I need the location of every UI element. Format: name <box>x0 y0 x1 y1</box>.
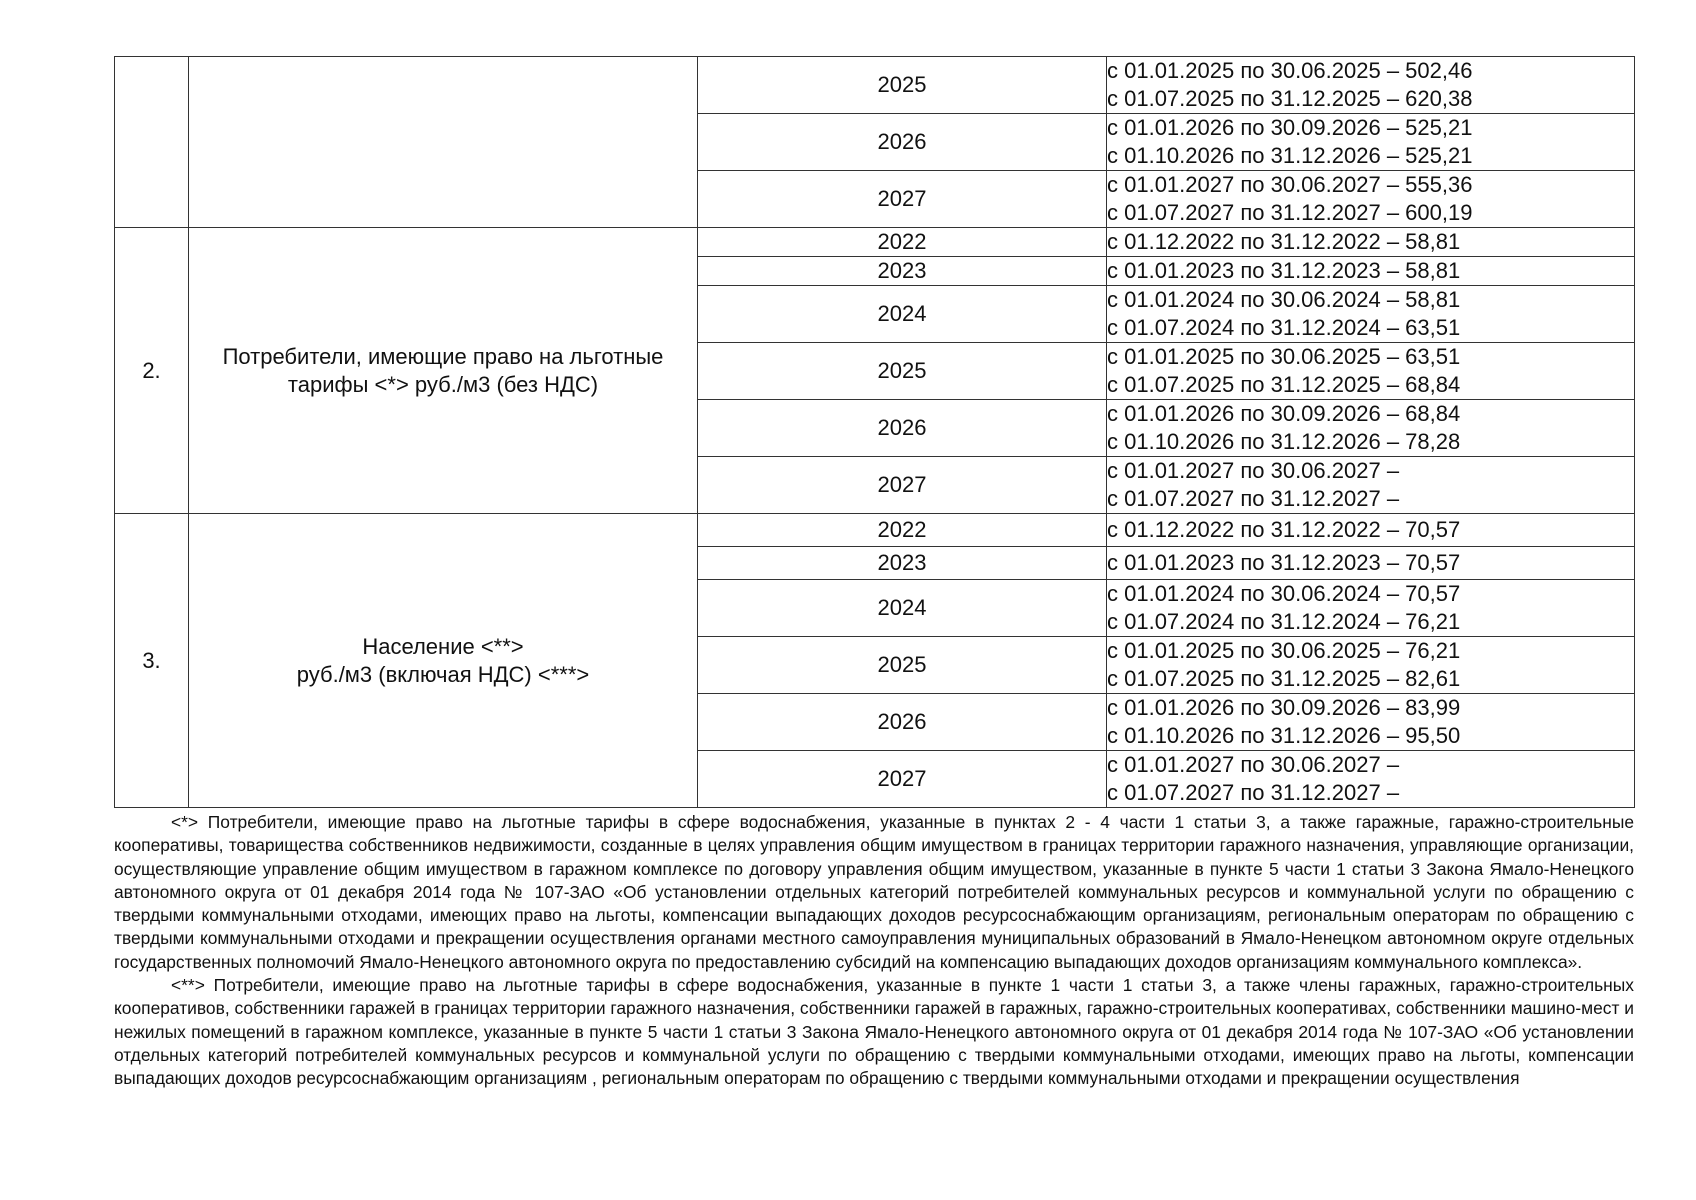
year-cell: 2023 <box>698 547 1107 580</box>
period-cell <box>1107 171 1635 228</box>
category-line: Население <**> <box>362 633 524 659</box>
period-cell <box>1107 514 1635 547</box>
year-cell: 2024 <box>698 580 1107 637</box>
year-cell: 2025 <box>698 637 1107 694</box>
period-line: с 01.01.2027 по 30.06.2027 – <box>1107 458 1400 483</box>
period-line: с 01.07.2024 по 31.12.2024 – 63,51 <box>1107 315 1461 340</box>
year-cell: 2027 <box>698 457 1107 514</box>
row-number-cell <box>115 57 189 228</box>
year-cell: 2026 <box>698 400 1107 457</box>
year-cell: 2025 <box>698 57 1107 114</box>
period-line: с 01.07.2027 по 31.12.2027 – <box>1107 486 1400 511</box>
period-line: с 01.10.2026 по 31.12.2026 – 95,50 <box>1107 723 1461 748</box>
period-line: с 01.10.2026 по 31.12.2026 – 78,28 <box>1107 429 1461 454</box>
category-cell: Потребители, имеющие право на льготные тарифы <*> руб./м3 (без НДС) <box>189 228 698 514</box>
category-line: руб./м3 (включая НДС) <***> <box>296 661 590 687</box>
period-line: с 01.01.2026 по 30.09.2026 – 525,21 <box>1107 115 1473 140</box>
period-line: с 01.01.2023 по 31.12.2023 – 58,81 <box>1107 258 1461 283</box>
period-line: с 01.12.2022 по 31.12.2022 – 58,81 <box>1107 229 1461 254</box>
table-row <box>115 57 1635 114</box>
year-cell: 2022 <box>698 514 1107 547</box>
period-line: с 01.07.2025 по 31.12.2025 – 68,84 <box>1107 372 1461 397</box>
period-cell <box>1107 751 1635 808</box>
year-cell: 2026 <box>698 114 1107 171</box>
period-cell <box>1107 114 1635 171</box>
footnote-2: <**> Потребители, имеющие право на льготные тарифы в сфере водоснабжения, указанные в пункте 1 части 1 статьи 3, а также члены гаражных, гаражно-строительных кооперативов, собственники гаражей в границах территории гаражного назначения, собственники гаражей в гаражных, гаражно-строительных кооперативах, собственники машино-мест и нежилых помещений в гаражном комплексе, указанные в пункте 5 части 1 статьи 3 Закона Ямало-Ненецкого автономного округа от 01 декабря 2014 года № 107-ЗАО «Об установлении отдельных категорий потребителей коммунальных ресурсов и коммунальной услуги по обращению с твердыми коммунальными отходами, имеющих право на льготы, компенсации выпадающих доходов ресурсоснабжающим организациям , региональным операторам по обращению с твердыми коммунальными отходами и прекращении осуществления <box>114 975 1634 1089</box>
period-cell <box>1107 694 1635 751</box>
period-line: с 01.07.2024 по 31.12.2024 – 76,21 <box>1107 609 1461 634</box>
period-line: с 01.07.2025 по 31.12.2025 – 620,38 <box>1107 86 1473 111</box>
table-row <box>115 228 1635 257</box>
period-line: с 01.07.2027 по 31.12.2027 – 600,19 <box>1107 200 1473 225</box>
period-line: с 01.12.2022 по 31.12.2022 – 70,57 <box>1107 517 1461 542</box>
category-cell <box>189 514 698 808</box>
table-row <box>115 514 1635 547</box>
period-cell <box>1107 637 1635 694</box>
period-line: с 01.07.2025 по 31.12.2025 – 82,61 <box>1107 666 1461 691</box>
period-line: с 01.01.2027 по 30.06.2027 – 555,36 <box>1107 172 1473 197</box>
period-line: с 01.01.2025 по 30.06.2025 – 76,21 <box>1107 638 1461 663</box>
period-cell <box>1107 547 1635 580</box>
period-cell <box>1107 286 1635 343</box>
period-cell <box>1107 257 1635 286</box>
year-cell: 2027 <box>698 751 1107 808</box>
footnotes <box>114 811 1634 1091</box>
period-line: с 01.01.2027 по 30.06.2027 – <box>1107 752 1400 777</box>
period-line: с 01.01.2025 по 30.06.2025 – 502,46 <box>1107 58 1473 83</box>
period-line: с 01.10.2026 по 31.12.2026 – 525,21 <box>1107 143 1473 168</box>
period-line: с 01.01.2026 по 30.09.2026 – 68,84 <box>1107 401 1461 426</box>
period-line: с 01.01.2026 по 30.09.2026 – 83,99 <box>1107 695 1461 720</box>
year-cell: 2026 <box>698 694 1107 751</box>
period-line: с 01.01.2024 по 30.06.2024 – 70,57 <box>1107 581 1461 606</box>
period-cell <box>1107 228 1635 257</box>
period-line: с 01.01.2024 по 30.06.2024 – 58,81 <box>1107 287 1461 312</box>
year-cell: 2025 <box>698 343 1107 400</box>
tariff-table <box>114 56 1635 808</box>
document-page <box>114 56 1634 1091</box>
period-line: с 01.07.2027 по 31.12.2027 – <box>1107 780 1400 805</box>
row-number-cell: 3. <box>115 514 189 808</box>
period-cell <box>1107 57 1635 114</box>
year-cell: 2027 <box>698 171 1107 228</box>
period-cell <box>1107 457 1635 514</box>
year-cell: 2023 <box>698 257 1107 286</box>
period-line: с 01.01.2025 по 30.06.2025 – 63,51 <box>1107 344 1461 369</box>
period-line: с 01.01.2023 по 31.12.2023 – 70,57 <box>1107 550 1461 575</box>
category-cell <box>189 57 698 228</box>
period-cell <box>1107 400 1635 457</box>
period-cell <box>1107 580 1635 637</box>
year-cell: 2022 <box>698 228 1107 257</box>
year-cell: 2024 <box>698 286 1107 343</box>
row-number-cell: 2. <box>115 228 189 514</box>
period-cell <box>1107 343 1635 400</box>
footnote-1: <*> Потребители, имеющие право на льготные тарифы в сфере водоснабжения, указанные в пунктах 2 - 4 части 1 статьи 3, а также гаражные, гаражно-строительные кооперативы, товарищества собственников недвижимости, созданные в целях управления общим имуществом в границах территории гаражного назначения, управляющие организации, осуществляющие управление общим имуществом в гаражном комплексе по договору управления общим имуществом, указанные в пункте 5 части 1 статьи 3 Закона Ямало-Ненецкого автономного округа от 01 декабря 2014 года № 107-ЗАО «Об установлении отдельных категорий потребителей коммунальных ресурсов и коммунальной услуги по обращению с твердыми коммунальными отходами, имеющих право на льготы, компенсации выпадающих доходов ресурсоснабжающим организациям, региональным операторам по обращению с твердыми коммунальными отходами и прекращении осуществления органами местного самоуправления муниципальных образований в Ямало-Ненецком автономном округе отдельных государственных полномочий Ямало-Ненецкого автономного округа по предоставлению субсидий на компенсацию выпадающих доходов организациям коммунального комплекса». <box>114 812 1634 972</box>
